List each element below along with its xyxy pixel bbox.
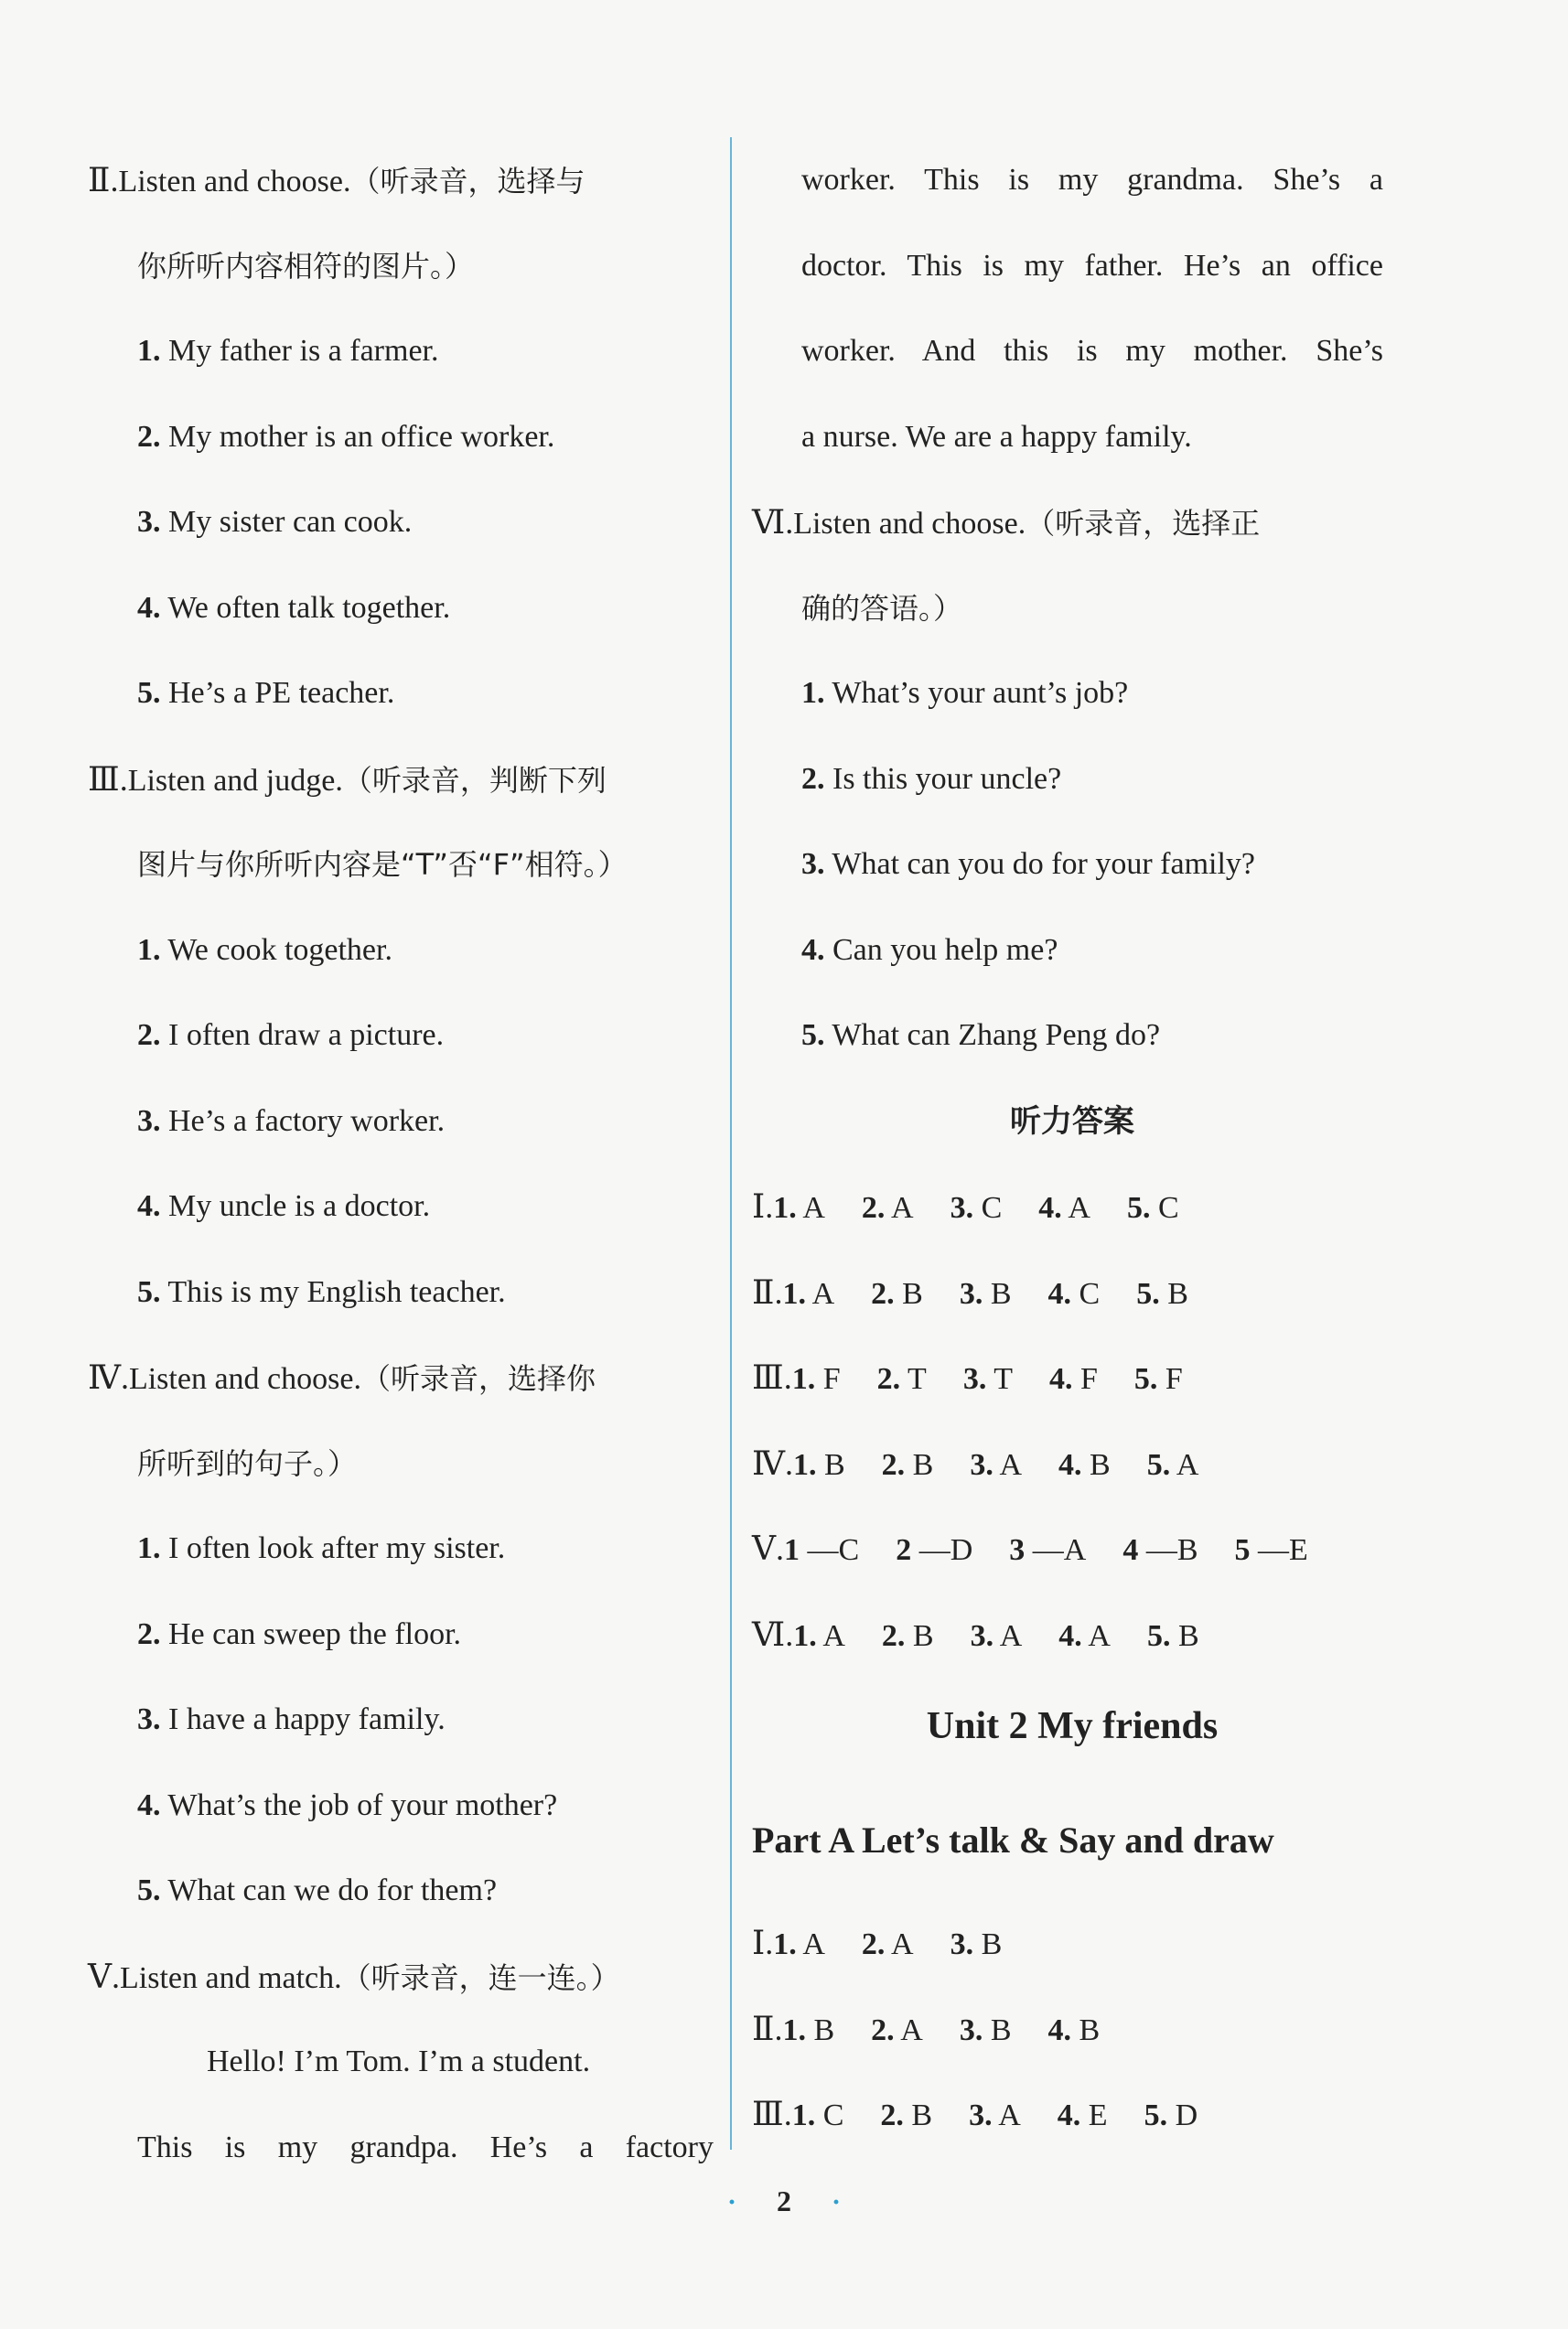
section-instruction-cn: （听录音，选择与 bbox=[350, 164, 585, 199]
part-answer-row bbox=[752, 1909, 1392, 1995]
section-roman-numeral: Ⅴ. bbox=[88, 1958, 120, 1995]
answer-number: 1. bbox=[792, 1447, 817, 1482]
list-item bbox=[88, 1259, 719, 1345]
answer-number: 2. bbox=[871, 1276, 895, 1311]
page-footer bbox=[0, 2184, 1568, 2218]
answer-number: 3. bbox=[969, 2098, 993, 2132]
answer-number: 4. bbox=[1047, 2012, 1072, 2047]
answer-number: 3. bbox=[959, 1276, 983, 1311]
answer-number: 4. bbox=[1058, 1447, 1082, 1482]
answer-value: B bbox=[990, 1276, 1012, 1311]
answer-number: 3. bbox=[962, 1362, 987, 1396]
item-number: 1. bbox=[137, 1531, 161, 1565]
answer-number: 4. bbox=[1048, 1362, 1073, 1396]
answer-number: 1. bbox=[791, 1362, 816, 1396]
item-number: 5. bbox=[137, 1873, 161, 1907]
answer-roman-numeral: Ⅰ. bbox=[752, 1925, 774, 1961]
answer-roman-numeral: Ⅵ. bbox=[752, 1615, 794, 1653]
passage-text: Hello! I’m Tom. I’m a student. bbox=[207, 2045, 591, 2078]
part-answer-row bbox=[752, 2080, 1392, 2166]
answer-value: B bbox=[813, 2012, 835, 2047]
answer-number: 2. bbox=[881, 1447, 906, 1482]
item-text: Can you help me? bbox=[832, 932, 1058, 967]
answer-roman-numeral: Ⅲ. bbox=[752, 2096, 792, 2132]
answer-value: A bbox=[900, 2012, 923, 2047]
section-instruction-cn: 图片与你所听内容是“T”否“F”相符。） bbox=[137, 847, 628, 882]
item-text: This is my English teacher. bbox=[167, 1274, 506, 1309]
answer-value: T bbox=[908, 1362, 927, 1396]
answer-number: 3. bbox=[950, 1927, 974, 1961]
answer-roman-numeral: Ⅲ. bbox=[752, 1359, 792, 1396]
list-item bbox=[88, 317, 719, 403]
answer-number: 5. bbox=[1146, 1618, 1171, 1653]
answer-number: 2. bbox=[876, 1362, 901, 1396]
answer-value: C bbox=[822, 2098, 844, 2132]
answer-number: 2. bbox=[881, 1618, 906, 1653]
answer-number: 2. bbox=[871, 2012, 895, 2047]
answer-value: B bbox=[1079, 2012, 1101, 2047]
right-column bbox=[752, 146, 1392, 2166]
answer-roman-numeral: Ⅴ. bbox=[752, 1530, 784, 1567]
footer-dot-right: · bbox=[832, 2187, 842, 2217]
section-instruction-cn: 所听到的句子。） bbox=[137, 1445, 358, 1481]
answer-number: 4. bbox=[1038, 1191, 1062, 1225]
section-roman-numeral: Ⅲ. bbox=[88, 760, 128, 798]
item-text: We cook together. bbox=[167, 932, 392, 967]
passage-text: worker. This is my grandma. She’s a bbox=[801, 163, 1383, 197]
section-instruction-en: Listen and choose. bbox=[793, 507, 1026, 541]
answer-value: —E bbox=[1258, 1533, 1308, 1567]
section-instruction-continued bbox=[88, 1430, 719, 1516]
answer-value: B bbox=[1177, 1618, 1199, 1653]
answer-row bbox=[752, 1601, 1392, 1687]
unit-title: Unit 2 My friends bbox=[926, 1705, 1219, 1747]
answer-number: 1 bbox=[784, 1533, 800, 1567]
item-number: 4. bbox=[137, 1787, 161, 1822]
section-instruction-continued bbox=[752, 574, 1392, 660]
answer-number: 5. bbox=[1146, 1447, 1171, 1482]
answer-value: B bbox=[911, 2098, 933, 2132]
answer-value: D bbox=[1175, 2098, 1198, 2132]
item-number: 5. bbox=[137, 676, 161, 710]
answer-number: 1. bbox=[782, 1276, 806, 1311]
list-item bbox=[88, 488, 719, 574]
answer-number: 1. bbox=[773, 1927, 797, 1961]
section-instruction-cn: （听录音，判断下列 bbox=[342, 762, 607, 798]
item-text: My mother is an office worker. bbox=[168, 419, 555, 454]
item-text: He’s a factory worker. bbox=[168, 1103, 446, 1138]
list-item bbox=[752, 917, 1392, 1003]
answer-value: A bbox=[1176, 1447, 1199, 1482]
item-number: 1. bbox=[137, 334, 161, 368]
item-text: My father is a farmer. bbox=[168, 334, 439, 368]
answer-value: A bbox=[802, 1191, 825, 1225]
answer-value: C bbox=[1079, 1276, 1101, 1311]
section-instruction-cn: （听录音，连一连。） bbox=[341, 1959, 620, 1995]
answer-number: 4. bbox=[1047, 1276, 1072, 1311]
answer-roman-numeral: Ⅳ. bbox=[752, 1444, 793, 1482]
list-item bbox=[88, 1088, 719, 1174]
answer-roman-numeral: Ⅱ. bbox=[752, 1273, 783, 1311]
list-item bbox=[88, 1857, 719, 1943]
item-text: We often talk together. bbox=[167, 590, 451, 625]
item-number: 5. bbox=[137, 1274, 161, 1309]
item-text: I often draw a picture. bbox=[168, 1018, 445, 1052]
answer-value: —B bbox=[1145, 1533, 1198, 1567]
answer-value: —C bbox=[807, 1533, 860, 1567]
list-item bbox=[88, 1002, 719, 1088]
list-item bbox=[88, 1515, 719, 1601]
section-instruction-en: Listen and choose. bbox=[128, 1362, 361, 1396]
item-number: 5. bbox=[801, 1018, 825, 1052]
list-item bbox=[88, 403, 719, 489]
item-text: He can sweep the floor. bbox=[168, 1616, 462, 1651]
answer-value: F bbox=[1165, 1362, 1183, 1396]
answer-value: B bbox=[912, 1618, 934, 1653]
answer-value: A bbox=[891, 1927, 914, 1961]
answer-value: A bbox=[999, 1447, 1023, 1482]
answer-value: C bbox=[981, 1191, 1003, 1225]
section-instruction-continued bbox=[88, 831, 719, 917]
answer-number: 2 bbox=[896, 1533, 912, 1567]
answer-row bbox=[752, 1430, 1392, 1516]
passage-text: a nurse. We are a happy family. bbox=[801, 419, 1192, 454]
answer-number: 4. bbox=[1057, 2098, 1081, 2132]
answer-number: 3. bbox=[959, 2012, 983, 2047]
list-item bbox=[88, 1601, 719, 1687]
answer-number: 1. bbox=[782, 2012, 806, 2047]
answer-roman-numeral: Ⅰ. bbox=[752, 1188, 774, 1225]
passage-line bbox=[752, 317, 1392, 403]
item-text: He’s a PE teacher. bbox=[168, 676, 395, 710]
answer-row bbox=[752, 1259, 1392, 1345]
answer-value: A bbox=[811, 1276, 835, 1311]
answer-row bbox=[752, 1173, 1392, 1259]
list-item bbox=[88, 574, 719, 660]
answer-value: B bbox=[823, 1447, 845, 1482]
item-number: 2. bbox=[801, 761, 825, 796]
answer-number: 3. bbox=[950, 1191, 974, 1225]
part-title: Part A Let’s talk & Say and draw bbox=[752, 1819, 1274, 1861]
item-text: I have a happy family. bbox=[168, 1702, 446, 1736]
item-text: What can we do for them? bbox=[167, 1873, 498, 1907]
item-number: 3. bbox=[137, 505, 161, 539]
item-number: 2. bbox=[137, 1616, 161, 1651]
section-heading bbox=[752, 488, 1392, 574]
answer-value: —D bbox=[918, 1533, 973, 1567]
passage-text: worker. And this is my mother. She’s bbox=[801, 334, 1383, 368]
answers-heading: 听力答案 bbox=[1010, 1102, 1134, 1140]
answer-value: A bbox=[1068, 1191, 1090, 1225]
answer-value: B bbox=[1090, 1447, 1111, 1482]
answer-value: F bbox=[822, 1362, 841, 1396]
page-number: 2 bbox=[777, 2184, 791, 2217]
answer-roman-numeral: Ⅱ. bbox=[752, 2010, 783, 2047]
answer-value: A bbox=[822, 1618, 845, 1653]
item-number: 2. bbox=[137, 1018, 161, 1052]
section-heading bbox=[88, 746, 719, 832]
answer-row bbox=[752, 1515, 1392, 1601]
answer-value: F bbox=[1079, 1362, 1098, 1396]
list-item bbox=[88, 1173, 719, 1259]
item-text: My uncle is a doctor. bbox=[168, 1189, 431, 1223]
item-text: What can you do for your family? bbox=[832, 847, 1256, 881]
section-roman-numeral: Ⅳ. bbox=[88, 1359, 129, 1396]
item-number: 3. bbox=[137, 1702, 161, 1736]
answer-number: 5 bbox=[1234, 1533, 1251, 1567]
passage-line bbox=[752, 146, 1392, 232]
item-text: What’s the job of your mother? bbox=[167, 1787, 558, 1822]
list-item bbox=[88, 660, 719, 746]
list-item bbox=[88, 917, 719, 1003]
list-item bbox=[752, 831, 1392, 917]
answer-value: T bbox=[993, 1362, 1013, 1396]
answer-value: C bbox=[1157, 1191, 1179, 1225]
passage-text: doctor. This is my father. He’s an office bbox=[801, 248, 1383, 283]
answer-value: A bbox=[891, 1191, 914, 1225]
passage-line bbox=[88, 2028, 719, 2114]
answer-number: 2. bbox=[861, 1927, 886, 1961]
answer-number: 2. bbox=[880, 2098, 904, 2132]
answer-value: —A bbox=[1032, 1533, 1087, 1567]
item-number: 4. bbox=[137, 590, 161, 625]
item-number: 1. bbox=[801, 676, 825, 710]
answer-number: 5. bbox=[1136, 1276, 1160, 1311]
list-item bbox=[752, 660, 1392, 746]
answer-value: E bbox=[1088, 2098, 1108, 2132]
answer-value: B bbox=[981, 1927, 1003, 1961]
section-instruction-cn: 你所听内容相符的图片。） bbox=[137, 248, 475, 284]
answer-number: 5. bbox=[1144, 2098, 1168, 2132]
part-answer-row bbox=[752, 1995, 1392, 2081]
section-instruction-cn: 确的答语。） bbox=[801, 590, 963, 626]
item-text: What can Zhang Peng do? bbox=[832, 1018, 1161, 1052]
answer-value: A bbox=[999, 1618, 1023, 1653]
answer-number: 5. bbox=[1126, 1191, 1151, 1225]
answer-number: 1. bbox=[773, 1191, 797, 1225]
passage-line bbox=[752, 403, 1392, 489]
item-text: What’s your aunt’s job? bbox=[832, 676, 1129, 710]
answer-number: 5. bbox=[1133, 1362, 1158, 1396]
section-heading bbox=[88, 1943, 719, 2029]
section-instruction-cn: （听录音，选择正 bbox=[1026, 506, 1261, 541]
item-number: 2. bbox=[137, 419, 161, 454]
answer-number: 3. bbox=[970, 1618, 994, 1653]
section-instruction-en: Listen and judge. bbox=[127, 763, 343, 798]
answer-number: 3 bbox=[1009, 1533, 1026, 1567]
section-heading bbox=[88, 1344, 719, 1430]
left-column bbox=[88, 146, 719, 2199]
answer-value: B bbox=[912, 1447, 934, 1482]
answer-number: 3. bbox=[970, 1447, 993, 1482]
list-item bbox=[752, 746, 1392, 832]
item-text: Is this your uncle? bbox=[832, 761, 1062, 796]
list-item bbox=[752, 1002, 1392, 1088]
answer-value: A bbox=[998, 2098, 1021, 2132]
item-number: 4. bbox=[801, 932, 825, 967]
section-instruction-en: Listen and match. bbox=[120, 1960, 342, 1995]
item-number: 4. bbox=[137, 1189, 161, 1223]
answer-value: B bbox=[990, 2012, 1012, 2047]
answer-number: 4 bbox=[1122, 1533, 1139, 1567]
answer-value: B bbox=[1167, 1276, 1188, 1311]
section-instruction-continued bbox=[88, 232, 719, 318]
list-item bbox=[88, 1686, 719, 1772]
section-roman-numeral: Ⅵ. bbox=[752, 504, 794, 541]
section-instruction-en: Listen and choose. bbox=[118, 165, 351, 199]
section-heading bbox=[88, 146, 719, 232]
answer-value: A bbox=[802, 1927, 825, 1961]
footer-dot-left: · bbox=[726, 2187, 736, 2217]
answer-number: 4. bbox=[1058, 1618, 1082, 1653]
list-item bbox=[88, 1772, 719, 1858]
answer-value: B bbox=[902, 1276, 923, 1311]
item-text: My sister can cook. bbox=[168, 505, 413, 539]
section-roman-numeral: Ⅱ. bbox=[88, 162, 119, 199]
item-number: 1. bbox=[137, 932, 161, 967]
item-text: I often look after my sister. bbox=[168, 1531, 506, 1565]
answer-number: 1. bbox=[791, 2098, 816, 2132]
item-number: 3. bbox=[801, 847, 825, 881]
answer-value: A bbox=[1088, 1618, 1111, 1653]
passage-text: This is my grandpa. He’s a factory bbox=[137, 2130, 714, 2164]
answer-row bbox=[752, 1344, 1392, 1430]
answer-number: 1. bbox=[793, 1618, 817, 1653]
passage-line bbox=[752, 232, 1392, 318]
section-instruction-cn: （听录音，选择你 bbox=[360, 1361, 596, 1396]
column-divider bbox=[730, 137, 732, 2150]
item-number: 3. bbox=[137, 1103, 161, 1138]
answer-number: 2. bbox=[861, 1191, 886, 1225]
